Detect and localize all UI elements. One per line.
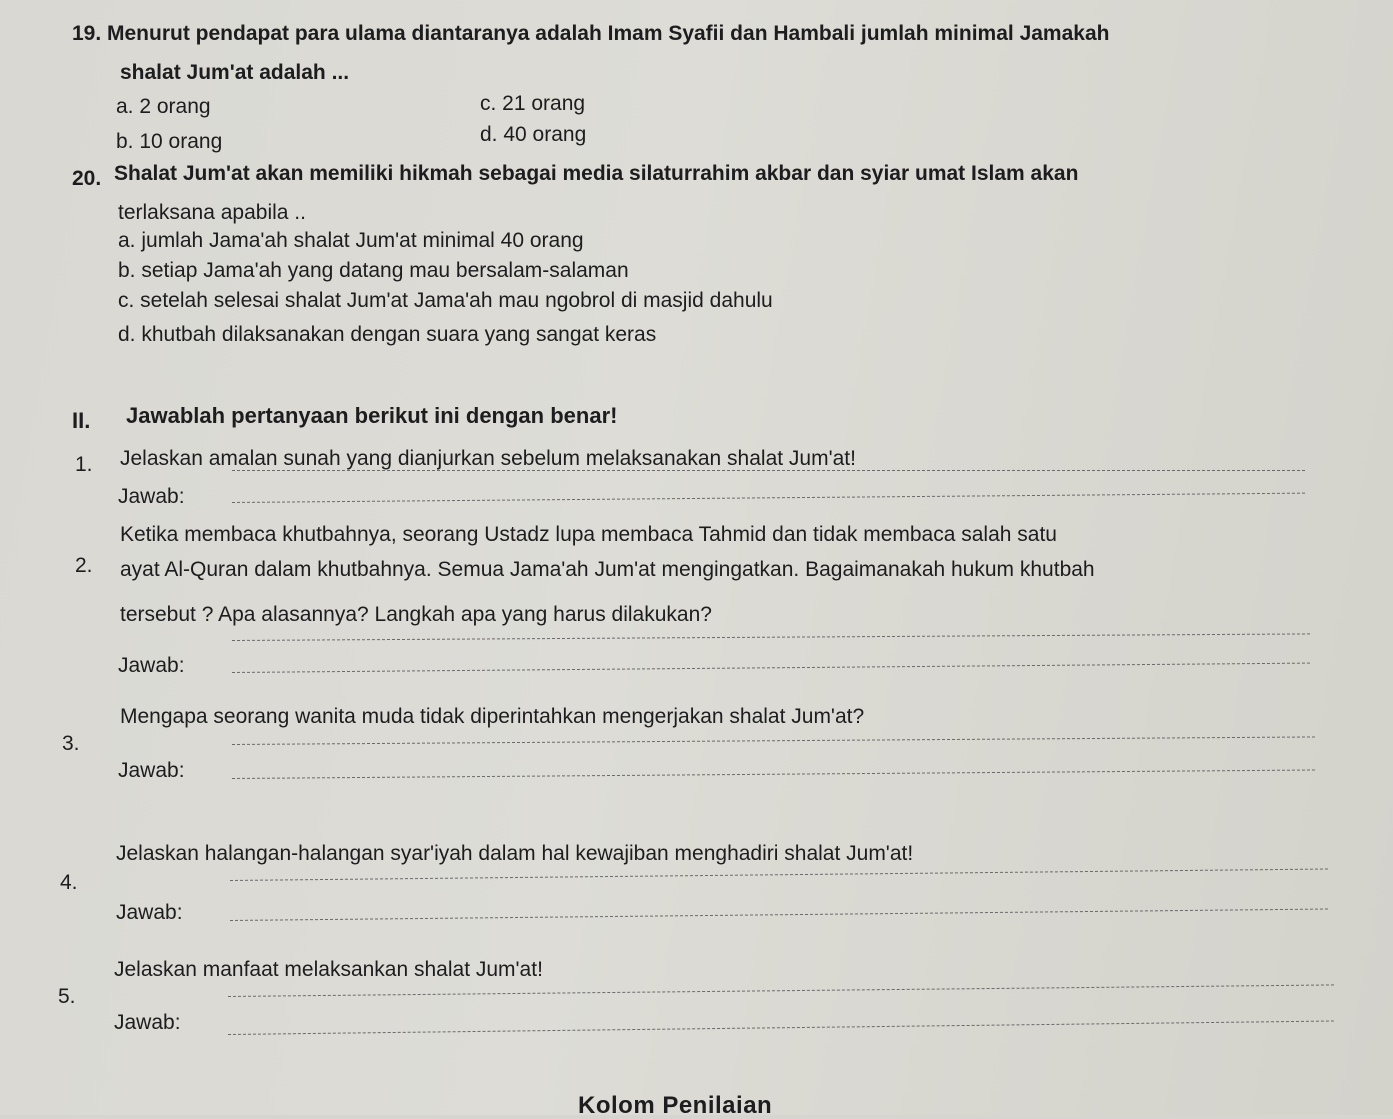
essay4-answer-line[interactable]: [230, 869, 1328, 881]
essay3-answer-line[interactable]: [232, 736, 1315, 745]
essay4-question: Jelaskan halangan-halangan syar'iyah dalam hal kewajiban menghadiri shalat Jum'at!: [116, 842, 914, 865]
q19-stem-line2: shalat Jum'at adalah ...: [120, 61, 350, 84]
essay4-answer-label: Jawab:: [116, 901, 183, 924]
q19-option-b: b. 10 orang: [116, 130, 223, 153]
essay1-answer-line[interactable]: [232, 470, 1305, 471]
essay4-number: 4.: [60, 871, 78, 894]
q20-stem-line2: terlaksana apabila ..: [118, 201, 306, 224]
q19-stem-line1: Menurut pendapat para ulama diantaranya adalah Imam Syafii dan Hambali jumlah minimal Jamakah: [107, 22, 1110, 45]
q20-number: 20.: [72, 167, 102, 190]
essay3-answer-line[interactable]: [232, 769, 1315, 779]
essay3-question: Mengapa seorang wanita muda tidak diperintahkan mengerjakan shalat Jum'at?: [120, 705, 865, 728]
essay3-number: 3.: [62, 732, 80, 755]
section-title: Jawablah pertanyaan berikut ini dengan benar!: [126, 403, 618, 428]
essay1-answer-label: Jawab:: [118, 485, 185, 508]
essay2-answer-label: Jawab:: [118, 654, 185, 677]
q20-option-a: a. jumlah Jama'ah shalat Jum'at minimal 40 orang: [118, 229, 584, 252]
assessment-column-title: Kolom Penilaian: [578, 1092, 773, 1119]
q19-option-d: d. 40 orang: [480, 123, 587, 146]
essay3-answer-label: Jawab:: [118, 759, 185, 782]
essay1-number: 1.: [75, 453, 93, 476]
essay5-answer-line[interactable]: [228, 984, 1334, 997]
q19-option-c: c. 21 orang: [480, 92, 586, 115]
essay2-answer-line[interactable]: [232, 633, 1310, 641]
essay5-question: Jelaskan manfaat melaksankan shalat Jum'at!: [114, 958, 543, 981]
q20-stem-line1: Shalat Jum'at akan memiliki hikmah sebagai media silaturrahim akbar dan syiar umat Islam akan: [114, 162, 1079, 185]
essay2-question-line1: Ketika membaca khutbahnya, seorang Ustadz lupa membaca Tahmid dan tidak membaca salah satu: [120, 523, 1057, 546]
section-number: II.: [72, 408, 91, 433]
essay5-number: 5.: [58, 985, 76, 1008]
q20-option-c: c. setelah selesai shalat Jum'at Jama'ah mau ngobrol di masjid dahulu: [118, 289, 773, 312]
q20-option-b: b. setiap Jama'ah yang datang mau bersalam-salaman: [118, 259, 629, 282]
essay2-question-line2: ayat Al-Quran dalam khutbahnya. Semua Jama'ah Jum'at mengingatkan. Bagaimanakah hukum khutbah: [120, 558, 1095, 581]
essay2-answer-line[interactable]: [232, 663, 1310, 673]
essay5-answer-line[interactable]: [228, 1020, 1334, 1035]
essay4-answer-line[interactable]: [230, 909, 1328, 921]
essay5-answer-label: Jawab:: [114, 1011, 181, 1034]
essay2-question-line3: tersebut ? Apa alasannya? Langkah apa yang harus dilakukan?: [120, 603, 712, 626]
essay2-number: 2.: [75, 554, 93, 577]
q20-option-d: d. khutbah dilaksanakan dengan suara yang sangat keras: [118, 323, 657, 346]
essay1-question: Jelaskan amalan sunah yang dianjurkan sebelum melaksanakan shalat Jum'at!: [120, 447, 856, 470]
q19-option-a: a. 2 orang: [116, 95, 211, 118]
q19-number: 19.: [72, 22, 102, 45]
essay1-answer-line[interactable]: [232, 493, 1305, 503]
